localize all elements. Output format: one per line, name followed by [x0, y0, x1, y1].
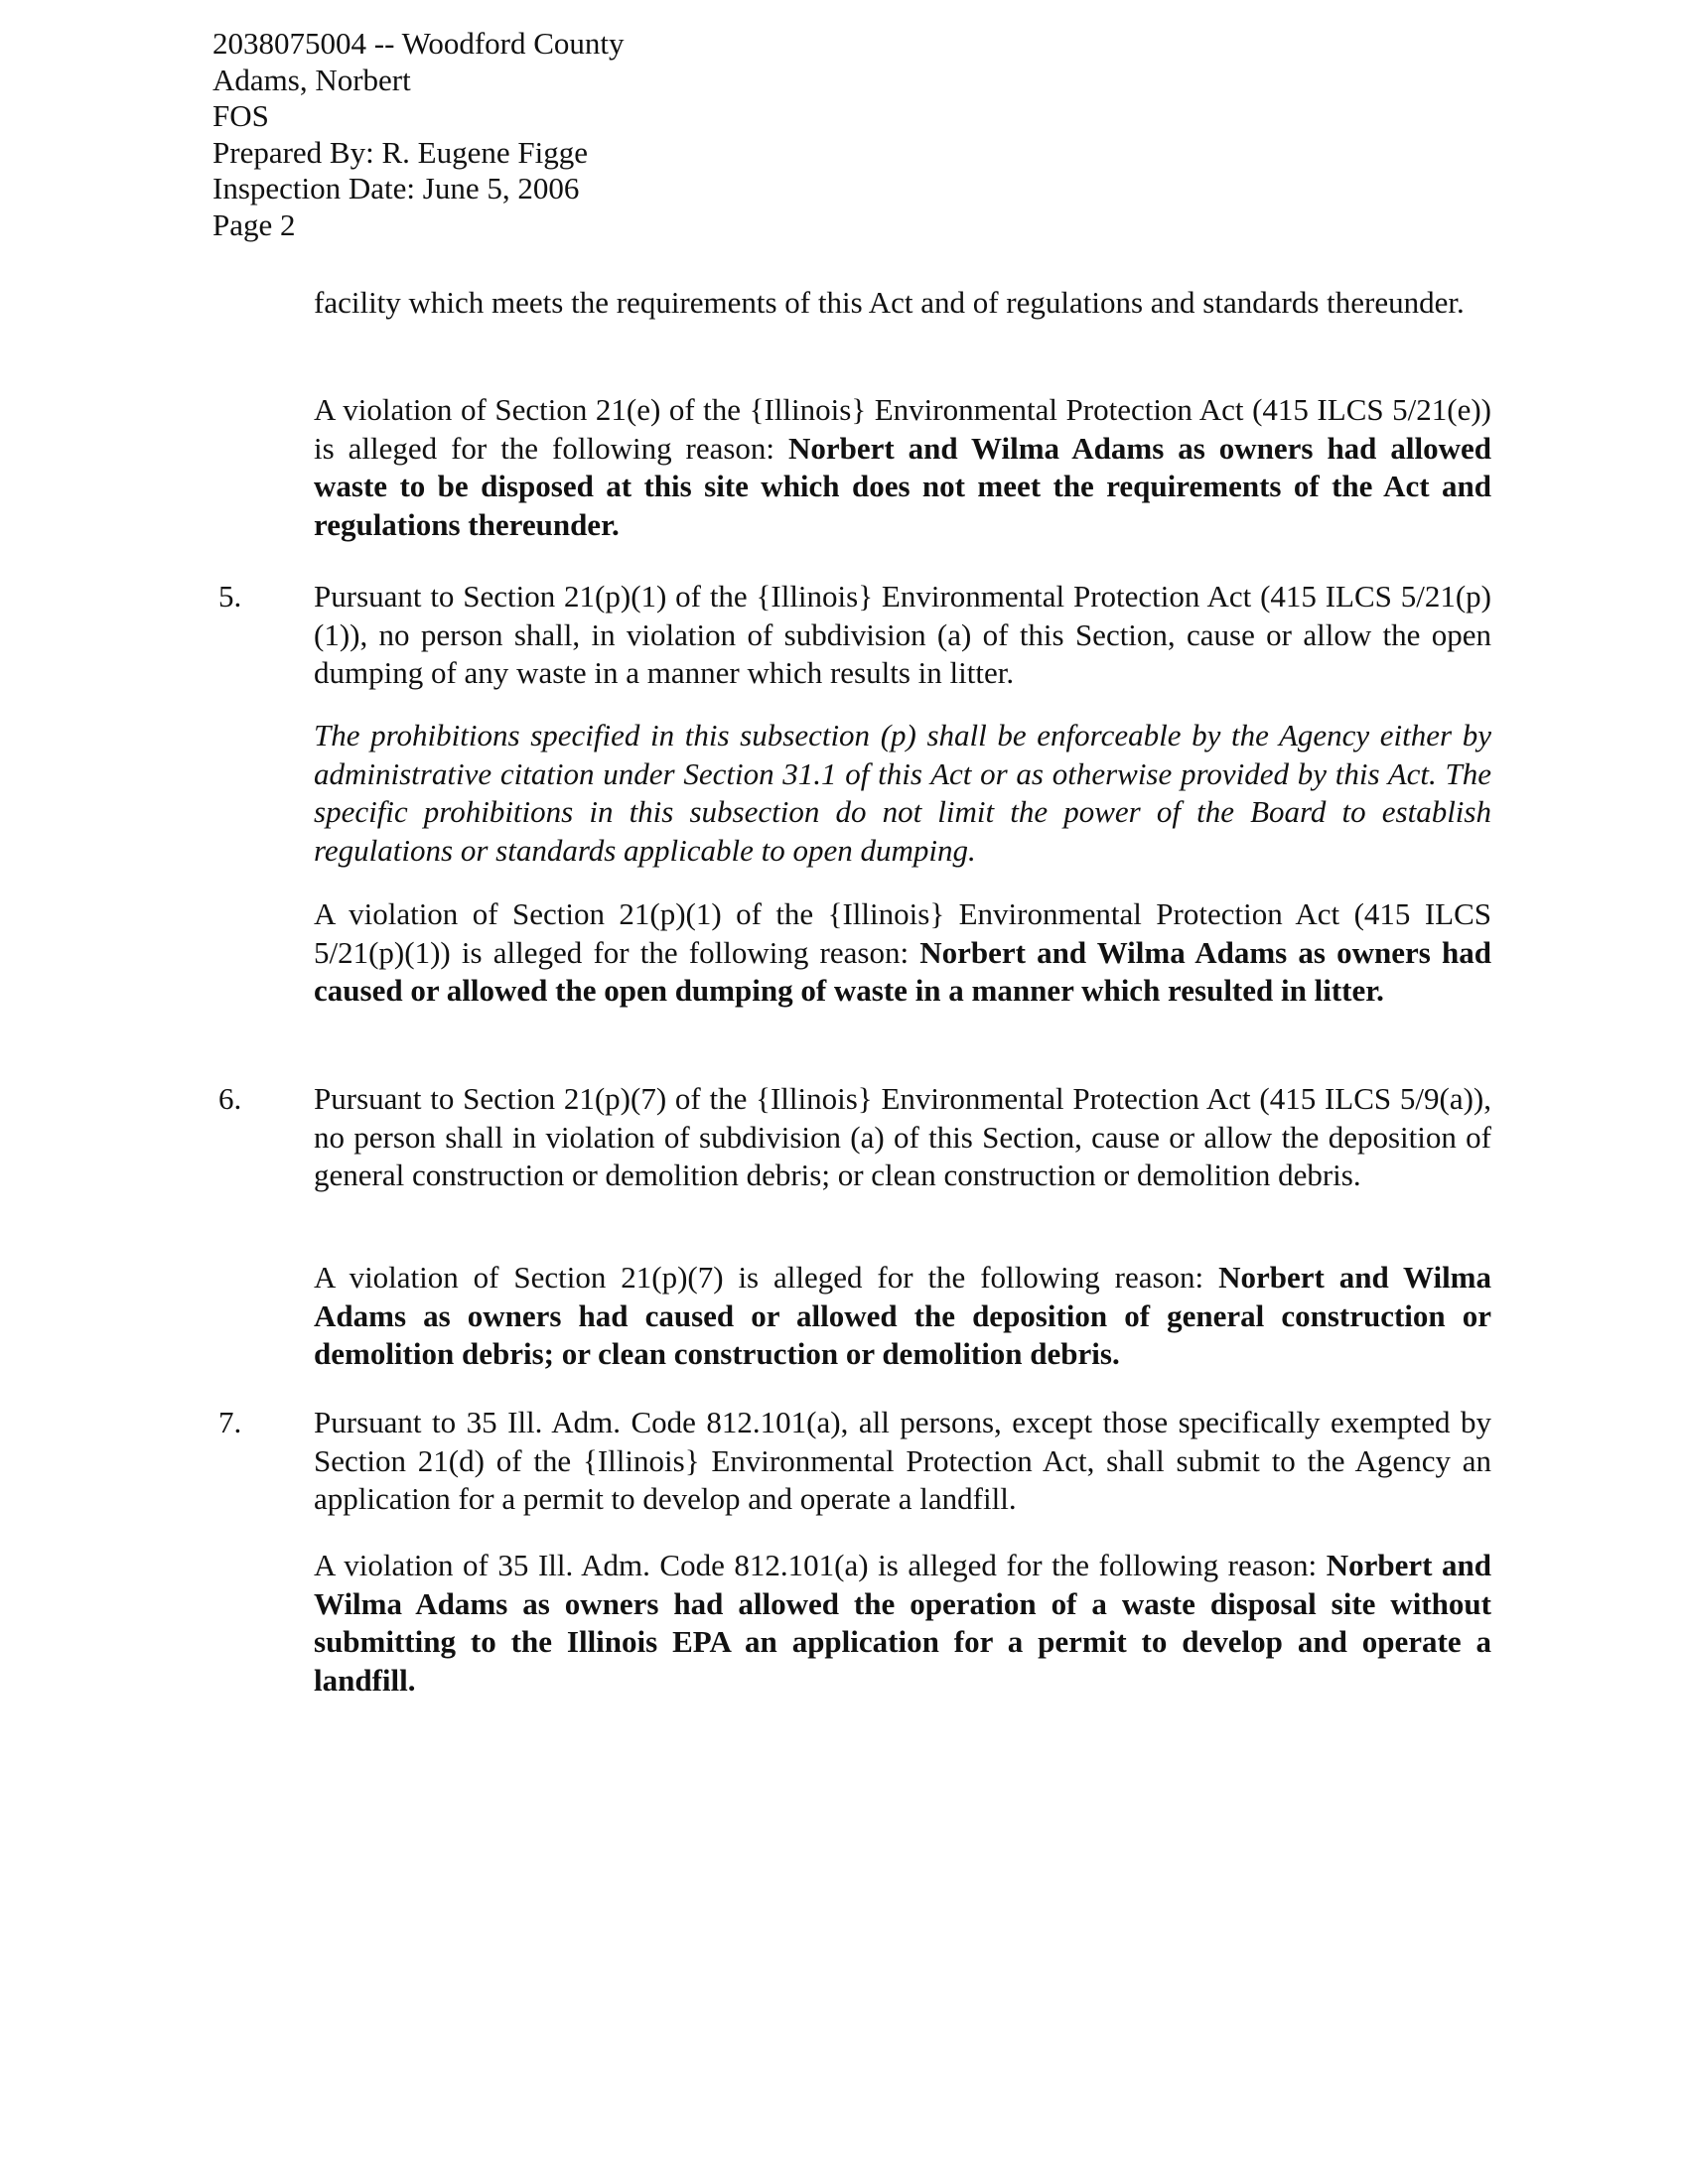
item-5-violation: [314, 895, 1491, 1011]
document-header: [212, 26, 625, 243]
item-5-violation-text: [314, 895, 1491, 1011]
item-5-violation-reason: Norbert and Wilma Adams as owners had caused or allowed the open dumping of waste in a manner which resulted in litter.: [314, 934, 1491, 1008]
item-6-violation: [314, 1259, 1491, 1374]
violation-21e-paragraph: [314, 391, 1491, 544]
item-number: 5.: [218, 579, 242, 614]
item-5-text: Pursuant to Section 21(p)(1) of the {Illinois} Environmental Protection Act (415 ILCS 5/21(p)(1)), no person shall, in violation of subdivision (a) of this Section, cause or allow the open dumping of any waste in a manner which results in litter.: [314, 579, 1491, 690]
item-number: 6.: [218, 1081, 242, 1116]
item-5-violation-lead: A violation of Section 21(p)(1) of the {Illinois} Environmental Protection Act (415 ILCS 5/21(p)(1)) is alleged for the following reason:: [314, 896, 1491, 970]
violation-21e-text: [314, 391, 1491, 544]
item-7-paragraph: [314, 1404, 1491, 1519]
continuation-paragraph: [314, 284, 1491, 323]
header-program: FOS: [212, 98, 269, 133]
item-6-text: Pursuant to Section 21(p)(7) of the {Illinois} Environmental Protection Act (415 ILCS 5/9(a)), no person shall in violation of subdivision (a) of this Section, cause or allow the deposition of general construction or demolition debris; or clean construction or demolition debris.: [314, 1081, 1491, 1192]
item-7-violation-text: [314, 1547, 1491, 1700]
item-7-text: Pursuant to 35 Ill. Adm. Code 812.101(a), all persons, except those specifically exempted by Section 21(d) of the {Illinois} Environmental Protection Act, shall submit to the Agency an application for a permit to develop and operate a landfill.: [314, 1405, 1491, 1516]
header-page-number: Page 2: [212, 206, 296, 242]
header-prepared-by: Prepared By: R. Eugene Figge: [212, 134, 588, 170]
item-5-italic-note: [314, 717, 1491, 870]
item-7-violation: [314, 1547, 1491, 1700]
item-number: 7.: [218, 1405, 242, 1439]
item-7-violation-reason: Norbert and Wilma Adams as owners had allowed the operation of a waste disposal site without submitting to the Illinois EPA an application for a permit to develop and operate a landfill.: [314, 1548, 1491, 1698]
header-respondent: Adams, Norbert: [212, 62, 411, 97]
violation-21e-reason: Norbert and Wilma Adams as owners had allowed waste to be disposed at this site which does not meet the requirements of the Act and regulations thereunder.: [314, 430, 1491, 542]
item-6-paragraph: [314, 1080, 1491, 1195]
item-5-note-text: The prohibitions specified in this subsection (p) shall be enforceable by the Agency either by administrative citation under Section 31.1 of this Act or as otherwise provided by this Act. The specific prohibitions in this subsection do not limit the power of the Board to establish regulations or standards applicable to open dumping.: [314, 718, 1491, 868]
violation-21e-lead: A violation of Section 21(e) of the {Illinois} Environmental Protection Act (415 ILCS 5/21(e)) is alleged for the following reason:: [314, 392, 1491, 466]
header-inspection-date: Inspection Date: June 5, 2006: [212, 171, 580, 205]
item-5-paragraph: [314, 578, 1491, 693]
continuation-text: facility which meets the requirements of this Act and of regulations and standards thereunder.: [314, 285, 1465, 320]
item-6-violation-text: [314, 1259, 1491, 1374]
item-6-violation-reason: Norbert and Wilma Adams as owners had caused or allowed the deposition of general construction or demolition debris; or clean construction or demolition debris.: [314, 1260, 1492, 1371]
item-6-violation-lead: A violation of Section 21(p)(7) is alleged for the following reason:: [314, 1260, 1219, 1295]
item-7-violation-lead: A violation of 35 Ill. Adm. Code 812.101(a) is alleged for the following reason:: [314, 1548, 1327, 1582]
header-case-line: 2038075004 -- Woodford County: [212, 26, 625, 61]
